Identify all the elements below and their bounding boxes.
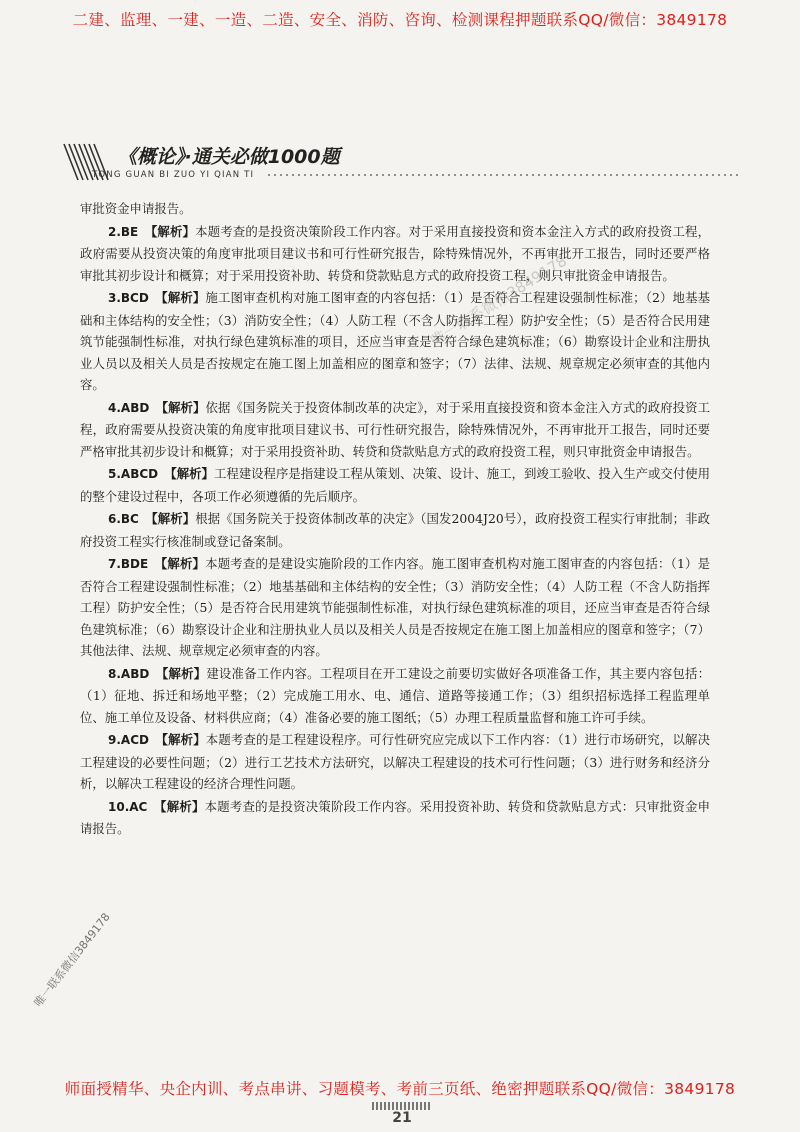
answer-item bbox=[80, 663, 710, 729]
answer-text: 根据《国务院关于投资体制改革的决定》（国发2004J20号），政府投资工程实行审批制；非政府投资工程实行核准制或登记备案制。 bbox=[80, 511, 710, 549]
answer-key: 10.AC bbox=[108, 799, 148, 814]
answer-key: 9.ACD bbox=[108, 733, 149, 747]
watermark-center: 唯一联系微信3849178 bbox=[427, 251, 570, 351]
answer-key: 6.BC bbox=[108, 512, 139, 526]
answer-key: 3.BCD bbox=[108, 291, 149, 305]
answer-text: 本题考查的是工程建设程序。可行性研究应完成以下工作内容：（1）进行市场研究，以解决工程建设的必要性问题；（2）进行工艺技术方法研究，以解决工程建设的技术可行性问题；（3）进行财务和经济分析，以解决工程建设的经济合理性问题。 bbox=[80, 732, 711, 791]
answer-text: 本题考查的是投资决策阶段工作内容。采用投资补助、转贷和贷款贴息方式：只审批资金申请报告。 bbox=[80, 798, 710, 836]
header-dot-rule bbox=[268, 171, 738, 179]
answer-key: 7.BDE bbox=[108, 557, 149, 571]
page-number bbox=[372, 1110, 432, 1126]
analysis-label: 【解析】 bbox=[161, 399, 206, 415]
analysis-label: 【解析】 bbox=[170, 466, 214, 481]
answer-text: 施工图审查机构对施工图审查的内容包括：（1）是否符合工程建设强制性标准；（2）地基基础和主体结构的安全性；（3）消防安全性；（4）人防工程（不含人防指挥工程）防护安全性；（5）是否符合民用建筑节能强制性标准，对执行绿色建筑标准的项目，还应当审查是否符合绿色建筑标准；（6）勘察设计企业和注册执业人员以及相关人员是否按规定在施工图上加盖相应的图章和签字；（7）法律、法规、规章规定必须审查的其他内容。 bbox=[80, 290, 711, 392]
answer-item bbox=[80, 729, 710, 795]
analysis-label: 【解析】 bbox=[161, 290, 206, 305]
watermark-left: 唯一联系微信3849178 bbox=[31, 910, 113, 1010]
top-ad-banner: 二建、监理、一建、一造、二造、安全、消防、咨询、检测课程押题联系QQ/微信：3849178 bbox=[72, 11, 728, 29]
answer-text: 建设准备工作内容。工程项目在开工建设之前要切实做好各项准备工作，其主要内容包括：（1）征地、拆迁和场地平整；（2）完成施工用水、电、通信、道路等接通工作；（3）组织招标选择工程监理单位、施工单位及设备、材料供应商；（4）准备必要的施工图纸；（5）办理工程质量监督和施工许可手续。 bbox=[80, 665, 711, 725]
answer-item bbox=[80, 553, 710, 662]
analysis-label: 【解析】 bbox=[160, 798, 205, 814]
answer-continuation: 审批资金申请报告。 bbox=[80, 201, 192, 216]
answer-text: 本题考查的是投资决策阶段工作内容。对于采用直接投资和资本金注入方式的政府投资工程，政府需要从投资决策的角度审批项目建议书和可行性研究报告，除特殊情况外，不再审批开工报告，同时还要严格审批其初步设计和概算；对于采用投资补助、转贷和贷款贴息方式的政府投资工程，则只审批资金申请报告。 bbox=[80, 223, 711, 283]
answer-item bbox=[80, 508, 710, 552]
bottom-ad-banner: 师面授精华、央企内训、考点串讲、习题模考、考前三页纸、绝密押题联系QQ/微信：3849178 bbox=[64, 1080, 736, 1098]
answer-item bbox=[80, 463, 710, 507]
page-header bbox=[56, 140, 746, 190]
answer-key: 2.BE bbox=[108, 224, 139, 239]
answer-item bbox=[80, 397, 710, 463]
page-number-decoration bbox=[372, 1102, 432, 1110]
answer-text: 本题考查的是建设实施阶段的工作内容。施工图审查机构对施工图审查的内容包括：（1）是否符合工程建设强制性标准；（2）地基基础和主体结构的安全性；（3）消防安全性；（4）人防工程（不含人防指挥工程）防护安全性；（5）是否符合民用建筑节能强制性标准，对执行绿色建筑标准的项目，还应当审查是否符合绿色建筑标准；（6）勘察设计企业和注册执业人员以及相关人员是否按规定在施工图上加盖相应的图章和签字；（7）其他法律、法规、规章规定必须审查的内容。 bbox=[80, 556, 711, 658]
book-title: 《概论》·通关必做1000题 bbox=[118, 146, 340, 168]
answer-text: 依据《国务院关于投资体制改革的决定》，对于采用直接投资和资本金注入方式的政府投资工程，政府需要从投资决策的角度审批项目建议书、可行性研究报告，除特殊情况外，不再审批开工报告，同时还要严格审批其初步设计和概算；对于采用投资补助、转贷和贷款贴息方式的政府投资工程，则只审批资金申请报告。 bbox=[80, 399, 710, 459]
page-number-text: 21 bbox=[392, 1110, 412, 1126]
analysis-label: 【解析】 bbox=[162, 665, 207, 681]
analysis-label: 【解析】 bbox=[151, 223, 196, 239]
analysis-label: 【解析】 bbox=[161, 732, 206, 747]
book-subtitle: TONG GUAN BI ZUO YI QIAN TI bbox=[92, 170, 255, 180]
answer-key: 4.ABD bbox=[108, 400, 150, 415]
answer-item bbox=[80, 287, 710, 396]
answer-content bbox=[80, 198, 710, 841]
answer-key: 8.ABD bbox=[108, 666, 150, 681]
answer-key: 5.ABCD bbox=[108, 467, 159, 481]
analysis-label: 【解析】 bbox=[161, 556, 206, 571]
answer-item bbox=[80, 796, 710, 840]
analysis-label: 【解析】 bbox=[151, 511, 196, 526]
answer-text: 工程建设程序是指建设工程从策划、决策、设计、施工，到竣工验收、投入生产或交付使用的整个建设过程中，各项工作必须遵循的先后顺序。 bbox=[80, 466, 711, 504]
answer-item bbox=[80, 221, 710, 287]
